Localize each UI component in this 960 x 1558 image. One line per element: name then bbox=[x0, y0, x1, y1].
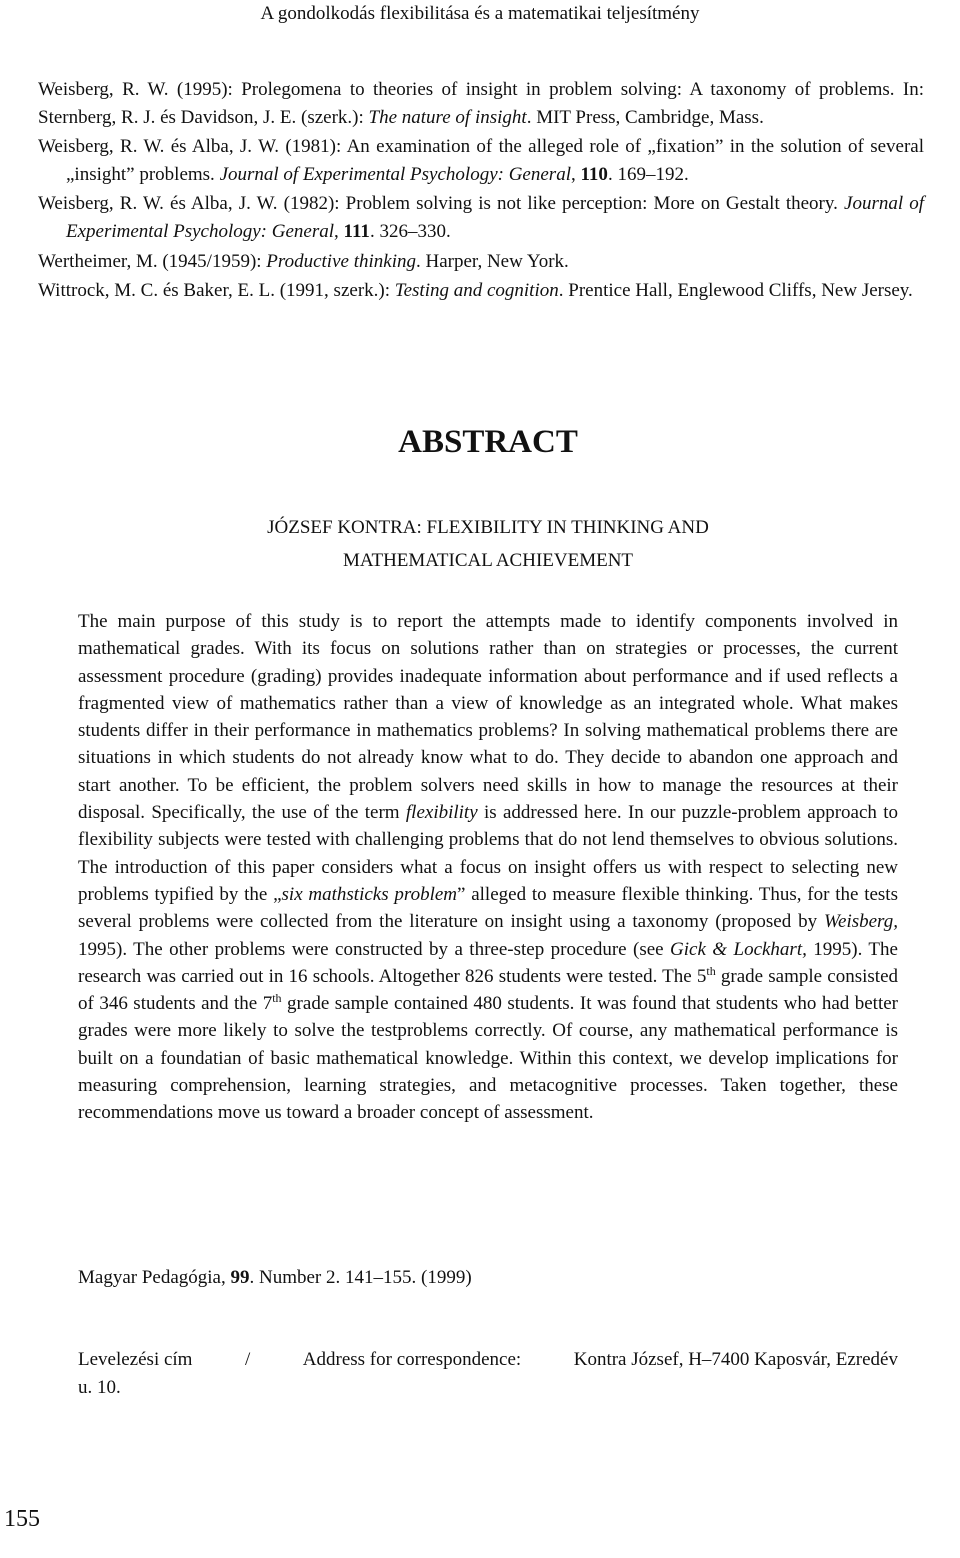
reference-journal: Journal of Experimental Psychology: General bbox=[219, 163, 571, 185]
paper-title-line: MATHEMATICAL ACHIEVEMENT bbox=[342, 550, 634, 571]
reference-item bbox=[38, 76, 924, 131]
correspondence-address bbox=[78, 1346, 898, 1402]
abstract-text: 1995). The research was carried out in 16 schools. Altogether 826 students were tested. The 5 bbox=[78, 938, 898, 987]
abstract-body bbox=[78, 608, 898, 1127]
reference-authors: Weisberg, R. W. és Alba, J. W. (1982): Problem solving is not like perception: More on Gestalt theory. bbox=[38, 193, 845, 215]
reference-item bbox=[38, 277, 924, 305]
page-number: 155 bbox=[4, 1506, 40, 1532]
abstract-emphasis: six mathsticks problem bbox=[281, 883, 458, 905]
reference-authors: Weisberg, R. W. és Alba, J. W. (1981): An examination of the alleged role of „fixation” in the solution of several „insight” problems. bbox=[38, 136, 924, 185]
address-label-en: Address for correspondence: bbox=[302, 1349, 522, 1370]
abstract-citation: Weisberg, bbox=[823, 911, 898, 933]
reference-title: The nature of insight bbox=[368, 106, 527, 128]
running-header: A gondolkodás flexibilitása és a matematikai teljesítmény bbox=[260, 3, 700, 24]
citation-journal: Magyar Pedagógia, bbox=[78, 1267, 231, 1288]
reference-item bbox=[38, 190, 924, 245]
reference-separator: , bbox=[334, 220, 344, 242]
abstract-text: grade sample consisted of 346 students and the 7 bbox=[78, 965, 898, 1015]
reference-title: Productive thinking bbox=[266, 250, 416, 272]
abstract-text: The main purpose of this study is to report the attempts made to identify components involved in mathematical grades. With its focus on solutions rather than on strategies or processes, the current assessment procedure (grading) provides inadequate information about performance and if used reflects a fragmented view of mathematics rather than a view of knowledge as an integrated whole. What makes students differ in their performance in mathematics problems? In solving mathematical problems there are situations in which students do not already know what to do. They decide to abandon one approach and start another. To be efficient, the problem solvers need skills in how to manage the resources at their disposal. Specifically, the use of the term bbox=[78, 611, 898, 824]
paper-title bbox=[0, 511, 960, 577]
reference-title: Testing and cognition bbox=[394, 280, 559, 302]
reference-authors: Wertheimer, M. (1945/1959): bbox=[38, 250, 267, 272]
reference-pages: . 169–192. bbox=[607, 163, 689, 185]
address-line: u. 10. bbox=[78, 1377, 121, 1398]
reference-item bbox=[38, 248, 924, 276]
reference-authors: Wittrock, M. C. és Baker, E. L. (1991, szerk.): bbox=[38, 280, 395, 302]
abstract-emphasis: flexibility bbox=[405, 802, 478, 824]
abstract-text: grade sample contained 480 students. It was found that students who had better grades were more likely to solve the testproblems correctly. Of course, any mathematical performance is built on a foundatian of basic mathematical knowledge. Within this context, we develop implications for measuring comprehension, learning strategies, and metacognitive processes. Taken together, these recommendations move us toward a broader concept of assessment. bbox=[78, 993, 898, 1124]
reference-journal: Journal of Experimental Psychology: General bbox=[66, 193, 925, 242]
reference-volume: 110 bbox=[580, 163, 608, 185]
abstract-citation: Gick & Lockhart, bbox=[670, 938, 807, 960]
address-label-hu: Levelezési cím bbox=[78, 1349, 193, 1370]
citation-volume: 99 bbox=[230, 1267, 250, 1288]
address-line bbox=[78, 1346, 898, 1374]
reference-item bbox=[38, 133, 924, 188]
journal-citation bbox=[78, 1264, 898, 1292]
reference-publisher: . Prentice Hall, Englewood Cliffs, New Jersey. bbox=[558, 280, 913, 302]
ordinal-superscript: th bbox=[706, 963, 716, 978]
citation-details: . Number 2. 141–155. (1999) bbox=[249, 1267, 472, 1288]
ordinal-superscript: th bbox=[272, 991, 282, 1006]
abstract-heading: ABSTRACT bbox=[398, 424, 578, 460]
paper-title-line: JÓZSEF KONTRA: FLEXIBILITY IN THINKING AND bbox=[267, 517, 709, 538]
address-separator: / bbox=[244, 1349, 251, 1370]
address-value: Kontra József, H–7400 Kaposvár, Ezredév bbox=[573, 1349, 898, 1370]
reference-publisher: . Harper, New York. bbox=[415, 250, 569, 272]
reference-pages: . 326–330. bbox=[369, 220, 451, 242]
reference-separator: , bbox=[570, 163, 581, 185]
abstract-text: is addressed here. In our puzzle-problem approach to flexibility subjects were tested with challenging problems that do not lend themselves to obvious solutions. The introduction of this paper considers what a focus on insight offers us with respect to selecting new problems typified by the „ bbox=[78, 802, 898, 905]
abstract-text: ” alleged to measure flexible thinking. Thus, for the tests several problems were collected from the literature on insight using a taxonomy (proposed by bbox=[78, 883, 898, 933]
reference-volume: 111 bbox=[343, 220, 370, 242]
reference-list bbox=[38, 76, 924, 305]
abstract-text: 1995). The other problems were constructed by a three-step procedure (see bbox=[78, 938, 671, 960]
reference-authors: Weisberg, R. W. (1995): Prolegomena to theories of insight in problem solving: A taxonomy of problems. In: Sternberg, R. J. és Davidson, J. E. (szerk.): bbox=[38, 79, 924, 128]
reference-publisher: . MIT Press, Cambridge, Mass. bbox=[526, 106, 764, 128]
